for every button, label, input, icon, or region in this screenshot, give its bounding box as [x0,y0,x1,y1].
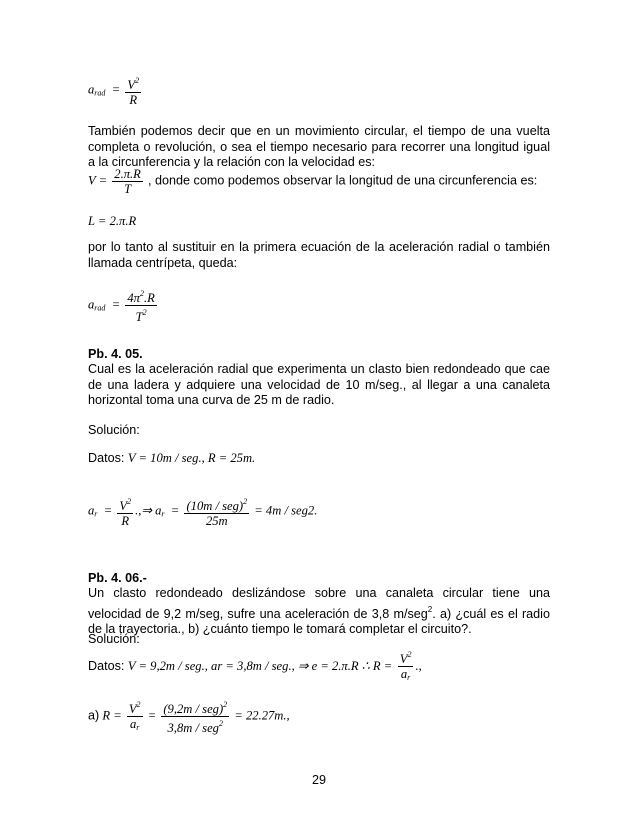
formula-v-2piR-over-t: V = $\frac{2.\pi.R}{T}$ , donde como podemos observar la longitud de una circunferencia es: [88,167,538,196]
part-a-label: a) [88,708,100,723]
formula-arad-v2-over-r: $a_{rad}$ = $\frac{V^2}{R}$ [88,76,140,107]
datos-values-406: V = 9,2m / seg., ar = 3,8m / seg., ⇒ e = 2.π.R ∴ R = [127,658,393,673]
paragraph-tambien: También podemos decir que en un movimiento circular, el tiempo de una vuelta completa o revolución, o sea el tiempo necesario para recorrer una longitud igual a la circunferencia y la relación con la velocidad es: [88,124,550,169]
problem-406-statement-b: . a) ¿cuál es el radio de la trayectoria., b) ¿cuánto tiempo le tomará completar el circuito?. [88,606,550,636]
problem-406-statement-sup: 2 [427,604,433,614]
problem-406-title: Pb. 4. 06.- [88,571,147,585]
datos-fraction-406: $\frac{V^2}{a_r}$ [399,650,412,682]
datos-label-406: Datos: [88,658,125,673]
problem-406-statement [88,586,550,638]
solution-label-405: Solución: [88,423,140,437]
datos-line-406: Datos: V = 9,2m / seg., ar = 3,8m / seg., ⇒ e = 2.π.R ∴ R = $\frac{V^2}{a_r}$ ., [88,648,550,685]
formula-pb406-part-a: a) R = $\frac{V^2}{a_r}$ = $\frac{(9,2m / seg)^2}{3,8m / seg^2}$ = 22.27m., [88,700,290,735]
formula-v-explanation: , donde como podemos observar la longitud de una circunferencia es: [148,173,538,188]
page-number: 29 [311,773,326,787]
solution-label-406: Solución: [88,632,140,646]
problem-406-statement-a: Un clasto redondeado deslizándose sobre una canaleta circular tiene una velocidad de 9,2 m/seg, sufre una aceleración de 3,8 m/seg [88,586,550,621]
formula-arad-4pi2R-over-t2: $a_{rad}$ = $\frac{4\pi^2.R}{T^2}$ [88,289,155,324]
pb406-result: = 22.27m., [234,708,290,723]
problem-405-title: Pb. 4. 05. [88,347,143,361]
datos-label-405: Datos: [88,451,125,465]
datos-values-405: V = 10m / seg., R = 25m. [127,451,256,465]
datos-line-405 [88,451,550,467]
pb405-result: = 4m / seg2. [254,503,318,518]
formula-circumference: L = 2.π.R [88,214,137,228]
paragraph-por-lo-tanto: por lo tanto al sustituir en la primera ecuación de la aceleración radial o también llamada centrípeta, queda: [88,240,550,270]
problem-405-statement: Cual es la aceleración radial que experimenta un clasto bien redondeado que cae de una ladera y adquiere una velocidad de 10 m/seg., al llegar a una canaleta horizontal toma una curva de 25 m de radio. [88,362,550,407]
formula-pb405-solution: $a_r$ = $\frac{V^2}{R}$ .,⇒ $a_r$ = $\frac{(10m / seg)^2}{25m}$ = 4m / seg2. [88,497,318,528]
